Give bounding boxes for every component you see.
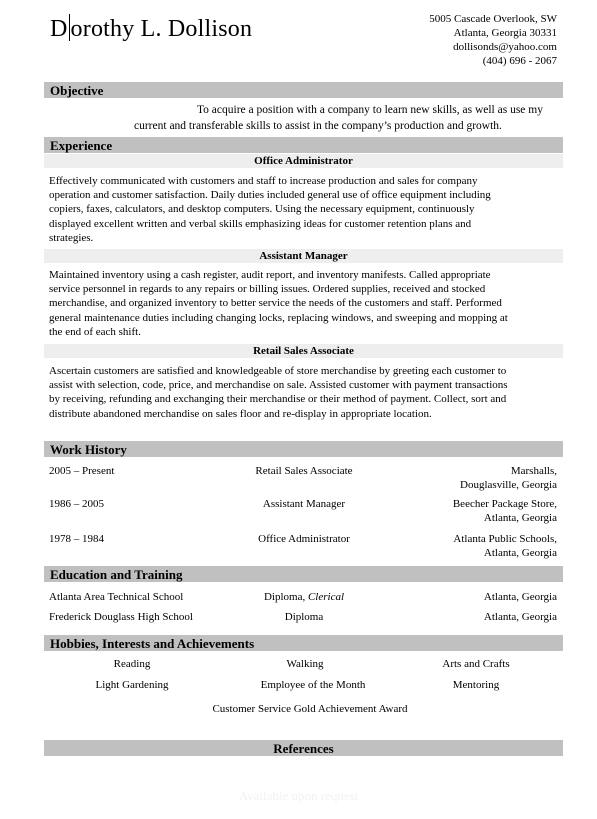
section-header-work-history <box>44 441 563 457</box>
hobby-item: Employee of the Month <box>260 679 366 691</box>
description-line: assist with selection, code, price, and merchandise on sale. Assisted customer with payment transactions <box>49 379 508 392</box>
description-line: Maintained inventory using a cash register, audit report, and inventory manifests. Called appropriate <box>49 269 491 281</box>
section-header-education <box>44 566 563 582</box>
school-location: Atlanta, Georgia <box>483 591 557 603</box>
degree-field: Clerical <box>307 591 345 603</box>
hobby-item: Arts and Crafts <box>442 658 510 670</box>
section-title: Experience <box>50 138 113 153</box>
work-history-row <box>49 497 557 527</box>
description-line: Effectively communicated with customers and staff to increase production and sales for company <box>49 175 478 187</box>
description-line: operation and customer satisfaction. Daily duties included general use of office equipment including <box>49 189 491 202</box>
job-title-office-administrator: Office Administrator <box>44 154 563 168</box>
hobby-item: Mentoring <box>452 679 500 691</box>
address-line-1: 5005 Cascade Overlook, SW <box>429 13 557 25</box>
description-line: Ascertain customers are satisfied and knowledgeable of store merchandise by greeting each customer to <box>49 365 507 377</box>
description-line: strategies. <box>49 231 94 244</box>
employer-name: Atlanta Public Schools, <box>453 533 557 545</box>
description-line: the end of each shift. <box>49 325 141 338</box>
section-title: Education and Training <box>50 567 183 582</box>
employer-name: Beecher Package Store, <box>452 498 557 510</box>
employer-location: Atlanta, Georgia <box>483 547 557 559</box>
work-position: Assistant Manager <box>262 498 346 510</box>
school-name: Atlanta Area Technical School <box>49 591 184 603</box>
address-line-2: Atlanta, Georgia 30331 <box>453 27 557 39</box>
name-rest: orothy L. Dollison <box>70 16 253 42</box>
work-history-row <box>49 532 557 562</box>
hobby-item: Light Gardening <box>95 679 169 691</box>
section-header-experience <box>44 137 563 153</box>
work-history-row <box>49 464 557 494</box>
email: dollisonds@yahoo.com <box>453 41 557 53</box>
objective-text <box>134 102 557 134</box>
description-line: copiers, faxes, calculators, and desktop computers. Using the necessary equipment, continuously <box>49 203 475 216</box>
job-description <box>49 268 557 339</box>
degree <box>199 590 409 604</box>
section-title: Hobbies, Interests and Achievements <box>50 636 255 651</box>
description-line: general maintenance duties including changing locks, replacing windows, and sweeping and mopping at <box>49 311 508 324</box>
work-employer <box>387 532 557 560</box>
work-position: Retail Sales Associate <box>255 465 353 477</box>
school-location: Atlanta, Georgia <box>483 611 557 623</box>
education-row <box>49 610 557 624</box>
achievement-item: Customer Service Gold Achievement Award <box>212 703 408 715</box>
hobby-item: Walking <box>286 658 324 670</box>
job-description <box>49 364 557 421</box>
school-name: Frederick Douglass High School <box>49 611 193 623</box>
description-line: by receiving, refunding and exchanging their merchandise or their method of payment. Collect, sort and <box>49 393 507 406</box>
description-line: distribute abandoned merchandise on sales floor and re-display in appropriate location. <box>49 407 432 420</box>
work-employer <box>387 464 557 492</box>
employer-location: Atlanta, Georgia <box>483 512 557 524</box>
job-title-assistant-manager: Assistant Manager <box>44 249 563 263</box>
contact-block <box>429 12 557 68</box>
education-row <box>49 590 557 604</box>
section-title: Work History <box>50 442 127 457</box>
section-title: References <box>273 741 334 756</box>
text-cursor <box>69 14 70 41</box>
employer-location: Douglasville, Georgia <box>460 479 557 491</box>
phone: (404) 696 - 2067 <box>482 55 557 67</box>
degree-type: Diploma <box>284 611 324 623</box>
objective-line-2: current and transferable skills to assist in the company’s production and growth. <box>134 120 502 132</box>
degree <box>199 610 409 624</box>
description-line: service personnel in regards to any repairs or billing issues. Ordered supplies, received and stocked <box>49 283 486 296</box>
resume-name <box>50 14 252 44</box>
degree-type: Diploma, <box>263 591 308 603</box>
section-title: Objective <box>50 83 104 98</box>
objective-line-1: To acquire a position with a company to learn new skills, as well as use my <box>196 104 543 116</box>
job-description <box>49 174 557 245</box>
section-header-hobbies <box>44 635 563 651</box>
description-line: merchandise, and organized inventory to better service the needs of the customers and staff. Performed <box>49 297 502 310</box>
references-note: Available upon request <box>238 788 359 803</box>
work-dates: 1986 – 2005 <box>49 498 104 510</box>
name-first-letter: D <box>50 16 68 42</box>
work-dates: 1978 – 1984 <box>49 533 104 545</box>
job-title-retail-sales-associate: Retail Sales Associate <box>44 344 563 358</box>
work-position: Office Administrator <box>258 533 350 545</box>
work-dates: 2005 – Present <box>49 465 115 477</box>
employer-name: Marshalls, <box>510 465 557 477</box>
hobby-item: Reading <box>113 658 151 670</box>
section-header-objective <box>44 82 563 98</box>
description-line: displayed excellent written and verbal skills emphasizing ideas for customer retention plans and <box>49 217 472 230</box>
section-header-references <box>44 740 563 756</box>
work-employer <box>387 497 557 525</box>
